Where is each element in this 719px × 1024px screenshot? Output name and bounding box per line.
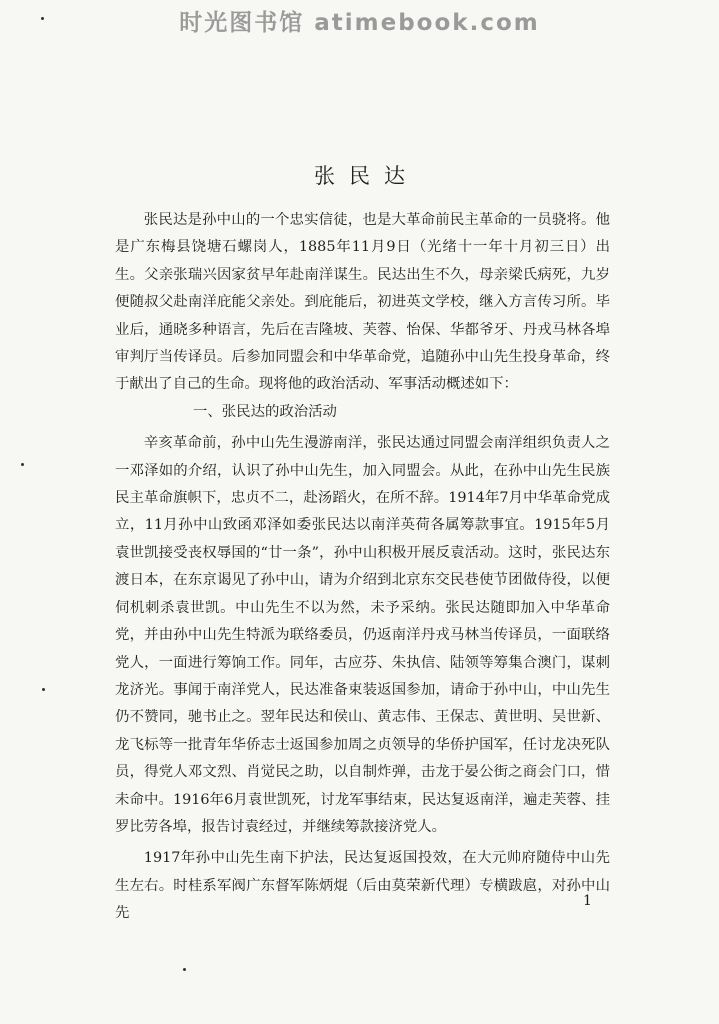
- scan-speck: [41, 17, 44, 20]
- intro-paragraph: 张民达是孙中山的一个忠实信徒，也是大革命前民主革命的一员骁将。他是广东梅县饶塘石螺岗人，1885年11月9日（光绪十一年十月初三日）出生。父亲张瑞兴因家贫早年赴南洋谋生。民达出生不久，母亲梁氏病死，九岁便随叔父赴南洋庇能父亲处。到庇能后，初进英文学校，继入方言传习所。毕业后，通晓多种语言，先后在吉隆坡、芙蓉、怡保、华都爷牙、丹戎马林各埠审判厅当传译员。后参加同盟会和中华革命党，追随孙中山先生投身革命，终于献出了自己的生命。现将他的政治活动、军事活动概述如下：: [115, 212, 610, 393]
- document-body: [115, 207, 610, 928]
- watermark: 时光图书馆 atimebook.com: [179, 10, 540, 36]
- page-number: 1: [583, 893, 592, 909]
- scan-speck: [21, 463, 24, 466]
- scan-speck: [42, 688, 45, 691]
- body-paragraph-1: 辛亥革命前，孙中山先生漫游南洋，张民达通过同盟会南洋组织负责人之一邓泽如的介绍，认识了孙中山先生，加入同盟会。从此，在孙中山先生民族民主革命旗帜下，忠贞不二，赴汤蹈火，在所不辞。1914年7月中华革命党成立，11月孙中山致函邓泽如委张民达以南洋英荷各属筹款事宜。1915年5月袁世凯接受丧权辱国的“廿一条”，孙中山积极开展反袁活动。这时，张民达东渡日本，在东京谒见了孙中山，请为介绍到北京东交民巷使节团做侍役，以便伺机刺杀袁世凯。中山先生不以为然，未予采纳。张民达随即加入中华革命党，并由孙中山先生特派为联络委员，仍返南洋丹戎马林当传译员，一面联络党人，一面进行筹饷工作。同年，古应芬、朱执信、陆领等筹集合澳门，谋刺龙济光。事闻于南洋党人，民达准备束装返国参加，请命于孙中山，中山先生仍不赞同，驰书止之。翌年民达和侯山、黄志伟、王保志、黄世明、吴世新、龙飞标等一批青年华侨志士返国参加周之贞领导的华侨护国军，任讨龙决死队员，得党人邓文烈、肖觉民之助，以自制炸弹，击龙于晏公街之商会门口，惜未命中。1916年6月袁世凯死，讨龙军事结束，民达复返南洋，遍走芙蓉、挂罗比劳各埠，报告讨袁经过，并继续筹款接济党人。: [115, 435, 610, 835]
- scan-speck: [183, 968, 186, 971]
- page-title: 张民达: [314, 164, 419, 188]
- body-paragraph-2: 1917年孙中山先生南下护法，民达复返国投效，在大元帅府随侍中山先生左右。时桂系军阀广东督军陈炳焜（后由莫荣新代理）专横跋扈，对孙中山先: [115, 850, 610, 922]
- section-heading: 一、张民达的政治活动: [193, 403, 337, 420]
